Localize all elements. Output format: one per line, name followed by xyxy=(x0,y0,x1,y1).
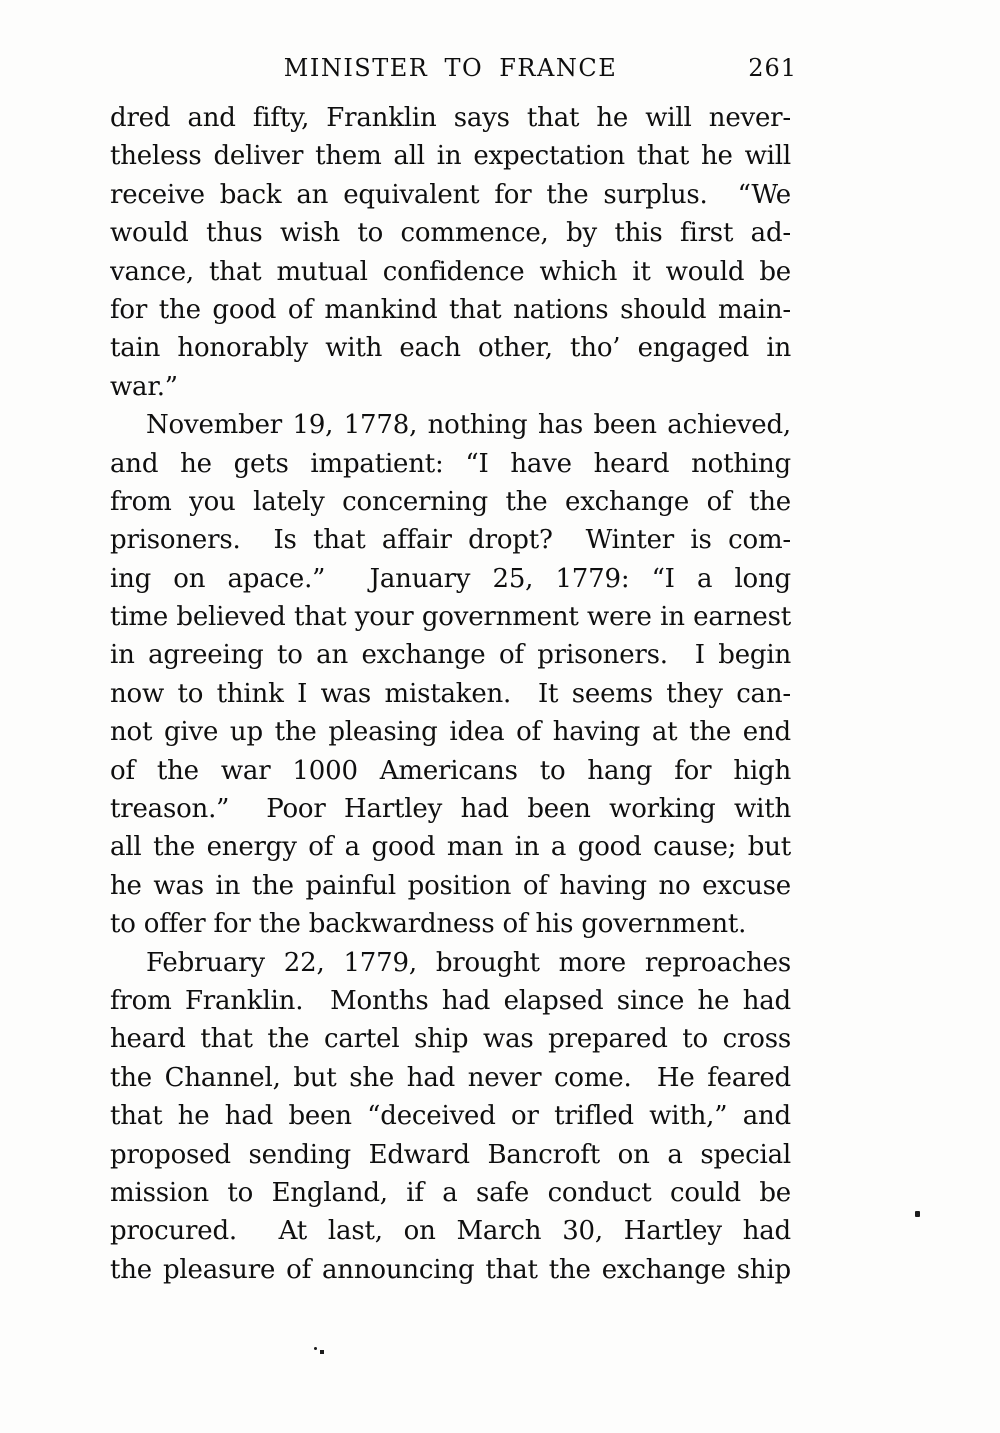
text-line: receive back an equivalent for the surplus. “We xyxy=(110,179,791,210)
text-line: all the energy of a good man in a good cause; but xyxy=(110,832,791,863)
text-line: from Franklin. Months had elapsed since he had xyxy=(110,985,791,1016)
text-line: the pleasure of announcing that the exchange ship xyxy=(110,1254,791,1285)
text-line: to offer for the backwardness of his government. xyxy=(110,909,747,940)
text-line: heard that the cartel ship was prepared to cross xyxy=(110,1024,791,1055)
text-line: from you lately concerning the exchange of the xyxy=(110,486,791,517)
text-line: war.” xyxy=(110,371,178,402)
text-line: mission to England, if a safe conduct could be xyxy=(110,1177,791,1208)
text-line: would thus wish to commence, by this first ad- xyxy=(110,218,791,249)
text-line: and he gets impatient: “I have heard nothing xyxy=(110,448,791,479)
text-line: November 19, 1778, nothing has been achieved, xyxy=(146,410,791,441)
text-line: treason.” Poor Hartley had been working with xyxy=(110,794,791,825)
text-line: vance, that mutual confidence which it would be xyxy=(110,256,791,287)
text-line: time believed that your government were in earnest xyxy=(110,602,791,633)
text-line: ing on apace.” January 25, 1779: “I a long xyxy=(110,563,791,594)
page-body xyxy=(110,99,791,1289)
text-line: now to think I was mistaken. It seems they can- xyxy=(110,678,791,709)
text-line: tain honorably with each other, tho’ engaged in xyxy=(110,333,791,364)
text-line: of the war 1000 Americans to hang for high xyxy=(110,755,791,786)
text-line: prisoners. Is that affair dropt? Winter is com- xyxy=(110,525,791,556)
running-title: MINISTER TO FRANCE xyxy=(283,54,618,82)
ink-speck xyxy=(915,1211,920,1217)
ink-speck xyxy=(314,1347,317,1350)
page-header xyxy=(110,54,797,86)
text-line: in agreeing to an exchange of prisoners. I begin xyxy=(110,640,791,671)
text-line: that he had been “deceived or trifled with,” and xyxy=(110,1101,791,1132)
text-line: dred and fifty, Franklin says that he will never- xyxy=(110,103,791,133)
text-line: proposed sending Edward Bancroft on a special xyxy=(110,1139,791,1170)
text-line: not give up the pleasing idea of having at the end xyxy=(110,717,791,748)
text-line: the Channel, but she had never come. He feared xyxy=(110,1062,791,1093)
ink-speck xyxy=(320,1350,324,1354)
text-line: procured. At last, on March 30, Hartley had xyxy=(110,1216,791,1247)
page-number: 261 xyxy=(748,54,797,82)
text-line: he was in the painful position of having no excuse xyxy=(110,870,791,901)
text-line: February 22, 1779, brought more reproaches xyxy=(146,947,791,978)
text-line: for the good of mankind that nations should main- xyxy=(110,294,791,325)
text-line: theless deliver them all in expectation that he will xyxy=(110,141,791,172)
